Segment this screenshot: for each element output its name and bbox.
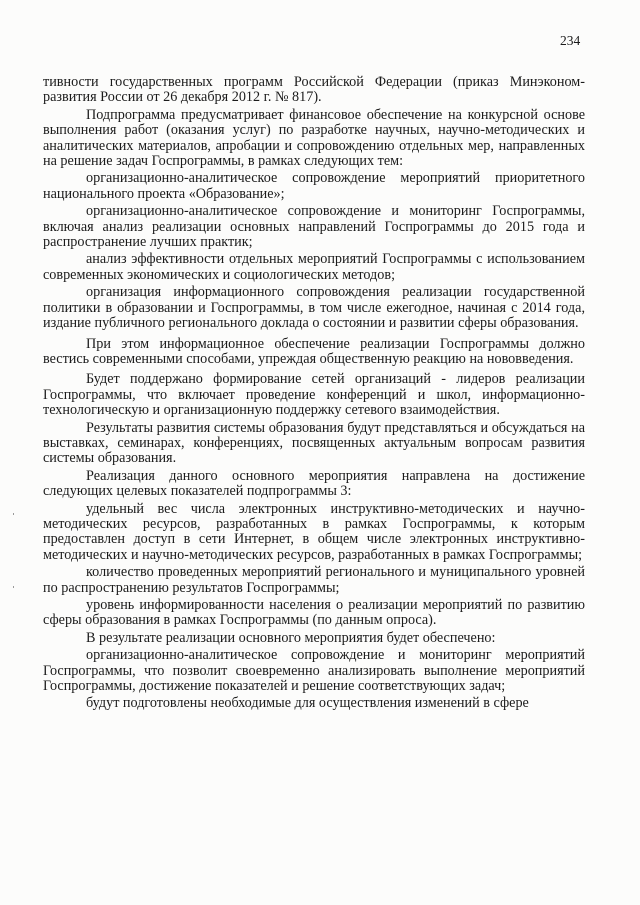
paragraph-results-discussion: Результаты развития системы образования будут представляться и обсуждаться на выставках, семинарах, конференциях, посвященных актуальным вопросам развития системы образования.: [43, 419, 585, 467]
list-item-indicator: уровень информированности населения о реализации мероприятий по развитию сферы образования в рамках Госпрограммы (по данным опроса).: [43, 597, 585, 629]
scan-speck: [13, 513, 14, 515]
list-item-topic: организационно-аналитическое сопровождение мероприятий приоритетного национального проекта «Образование»;: [43, 170, 585, 202]
list-item-indicator: удельный вес числа электронных инструктивно-методических и научно-методических ресурсов, разработанных в рамках Госпрограммы, к которым предоставлен доступ в сети Интернет, в общем числе электронных инструктивно-методических и научно-методических ресурсов, разработанных в рамках Госпрограммы;: [43, 500, 585, 563]
scan-speck: [13, 586, 14, 588]
list-item-topic: организационно-аналитическое сопровождение и мониторинг Госпрограммы, включая анализ реализации основных направлений Госпрограммы до 2015 года и распространение лучших практик;: [43, 203, 585, 251]
list-item-topic: организация информационного сопровождения реализации государственной политики в образовании и Госпрограммы, в том числе ежегодное, начиная с 2014 года, издание публичного регионального доклада о состоянии и развитии сферы образования.: [43, 284, 585, 332]
list-item-topic: анализ эффективности отдельных мероприятий Госпрограммы с использованием современных экономических и социологических методов;: [43, 251, 585, 283]
list-item-indicator: количество проведенных мероприятий регионального и муниципального уровней по распространению результатов Госпрограммы;: [43, 564, 585, 596]
list-item-result: организационно-аналитическое сопровождение и мониторинг мероприятий Госпрограммы, что позволит своевременно анализировать выполнение мероприятий Госпрограммы, достижение показателей и решение соответствующих задач;: [43, 647, 585, 695]
paragraph-continuation: тивности государственных программ Российской Федерации (приказ Минэконом-развития России от 26 декабря 2012 г. № 817).: [43, 74, 585, 106]
paragraph-subprogram-funding: Подпрограмма предусматривает финансовое обеспечение на конкурсной основе выполнения работ (оказания услуг) по разработке научных, научно-методических и аналитических материалов, апробации и сопровождению отдельных мер, направленных на решение задач Госпрограммы, в рамках следующих тем:: [43, 106, 585, 170]
paragraph-information-support: При этом информационное обеспечение реализации Госпрограммы должно вестись современными способами, упреждая общественную реакцию на нововведения.: [43, 335, 585, 367]
document-body: [43, 75, 585, 714]
page-number: 234: [560, 33, 581, 48]
paragraph-results-intro: В результате реализации основного мероприятия будет обеспечено:: [86, 629, 496, 646]
paragraph-networks: Будет поддержано формирование сетей организаций - лидеров реализации Госпрограммы, что включает проведение конференций и школ, информационно-технологическую и организационную поддержку сетевого взаимодействия.: [43, 371, 585, 419]
list-item-result: будут подготовлены необходимые для осуществления изменений в сфере: [86, 695, 529, 712]
paragraph-target-indicators: Реализация данного основного мероприятия направлена на достижение следующих целевых показателей подпрограммы 3:: [43, 467, 585, 500]
